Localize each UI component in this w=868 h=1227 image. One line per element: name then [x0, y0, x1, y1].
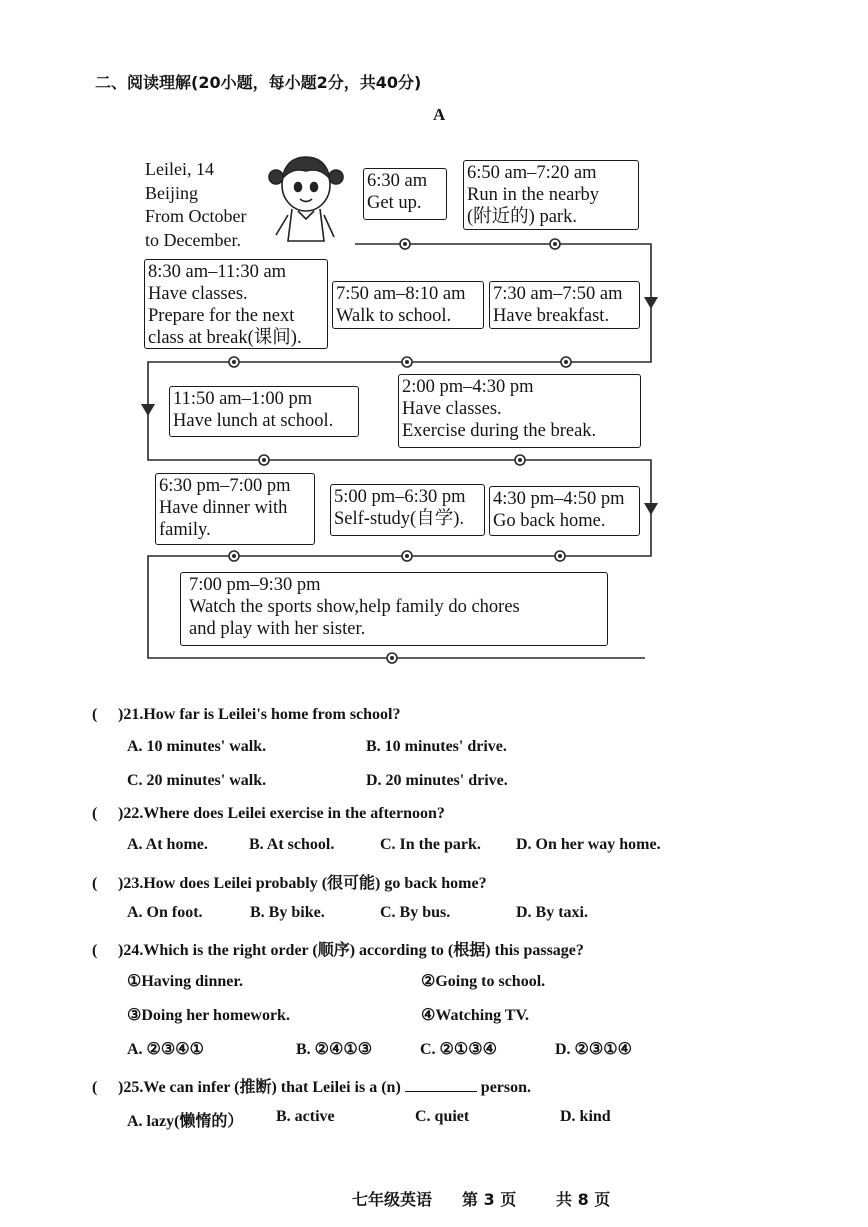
schedule-box: 6:30 am Get up. [363, 168, 447, 220]
question-25: ( )25.We can infer (推断) that Leilei is a (n) person. [92, 1079, 532, 1096]
option-22-a[interactable]: A. At home. [127, 836, 208, 853]
option-25-b[interactable]: B. active [276, 1108, 335, 1125]
profile-period-line2: to December. [145, 229, 241, 250]
footer-subject: 七年级英语 [352, 1190, 433, 1209]
option-23-a[interactable]: A. On foot. [127, 904, 203, 921]
option-22-b[interactable]: B. At school. [249, 836, 335, 853]
option-24-d[interactable]: D. ②③①④ [555, 1041, 632, 1058]
option-25-a[interactable]: A. lazy(懒惰的） [127, 1113, 244, 1130]
schedule-box: 11:50 am–1:00 pm Have lunch at school. [169, 386, 359, 437]
schedule-box: 8:30 am–11:30 am Have classes. Prepare for the next class at break(课间). [144, 259, 328, 349]
footer-page: 第 3 页 [462, 1190, 517, 1209]
schedule-box: 4:30 pm–4:50 pm Go back home. [489, 486, 640, 536]
option-23-b[interactable]: B. By bike. [250, 904, 325, 921]
option-25-c[interactable]: C. quiet [415, 1108, 470, 1125]
question-24: ( )24.Which is the right order (顺序) according to (根据) this passage? [92, 942, 584, 959]
option-22-c[interactable]: C. In the park. [380, 836, 481, 853]
answer-paren[interactable]: ( [92, 805, 98, 822]
order-item-3: ③Doing her homework. [127, 1007, 290, 1024]
section-title: 二、阅读理解(20小题，每小题2分，共40分) [95, 73, 422, 92]
option-21-d[interactable]: D. 20 minutes' drive. [366, 772, 508, 789]
order-item-4: ④Watching TV. [421, 1007, 530, 1024]
schedule-box: 2:00 pm–4:30 pm Have classes. Exercise during the break. [398, 374, 641, 448]
schedule-box: 7:30 am–7:50 am Have breakfast. [489, 281, 640, 329]
question-22: ( )22.Where does Leilei exercise in the afternoon? [92, 805, 445, 822]
option-25-d[interactable]: D. kind [560, 1108, 611, 1125]
schedule-box: 7:00 pm–9:30 pm Watch the sports show,help family do chores and play with her sister. [180, 572, 608, 646]
answer-paren[interactable]: ( [92, 1079, 98, 1096]
order-item-1: ①Having dinner. [127, 973, 244, 990]
option-24-a[interactable]: A. ②③④① [127, 1041, 204, 1058]
schedule-box: 6:30 pm–7:00 pm Have dinner with family. [155, 473, 315, 545]
profile-city: Beijing [145, 182, 198, 203]
answer-paren[interactable]: ( [92, 706, 98, 723]
schedule-box: 7:50 am–8:10 am Walk to school. [332, 281, 484, 329]
schedule-box: 6:50 am–7:20 am Run in the nearby (附近的) park. [463, 160, 639, 230]
option-21-b[interactable]: B. 10 minutes' drive. [366, 738, 507, 755]
answer-blank[interactable] [405, 1077, 477, 1092]
option-24-c[interactable]: C. ②①③④ [420, 1041, 497, 1058]
schedule-box: 5:00 pm–6:30 pm Self-study(自学). [330, 484, 485, 536]
footer-total: 共 8 页 [556, 1190, 611, 1209]
question-21: ( )21.How far is Leilei's home from school? [92, 706, 401, 723]
order-item-2: ②Going to school. [421, 973, 546, 990]
option-23-c[interactable]: C. By bus. [380, 904, 451, 921]
profile-name-age: Leilei, 14 [145, 159, 214, 179]
passage-label: A [433, 105, 446, 124]
option-24-b[interactable]: B. ②④①③ [296, 1041, 373, 1058]
answer-paren[interactable]: ( [92, 942, 98, 959]
option-23-d[interactable]: D. By taxi. [516, 904, 588, 921]
question-23: ( )23.How does Leilei probably (很可能) go back home? [92, 875, 487, 892]
profile-period-line1: From October [145, 206, 247, 226]
answer-paren[interactable]: ( [92, 875, 98, 892]
option-21-a[interactable]: A. 10 minutes' walk. [127, 738, 267, 755]
option-22-d[interactable]: D. On her way home. [516, 836, 661, 853]
option-21-c[interactable]: C. 20 minutes' walk. [127, 772, 267, 789]
